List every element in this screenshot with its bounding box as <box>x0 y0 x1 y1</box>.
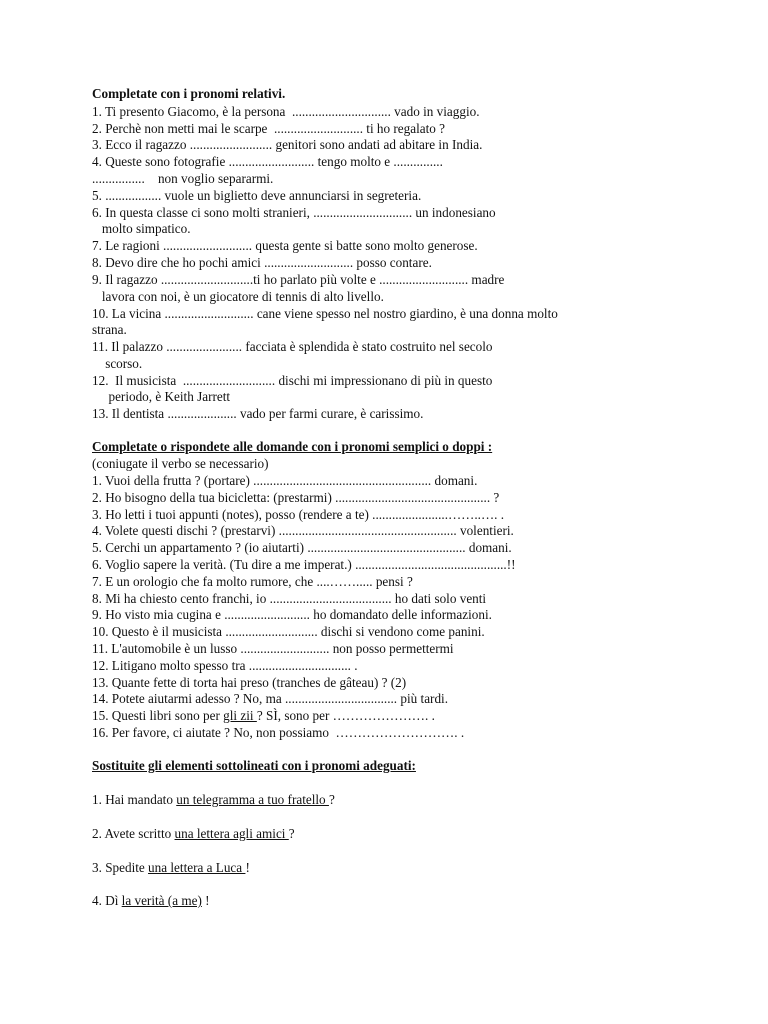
underlined-phrase: gli zii <box>223 708 257 723</box>
exercise-line: 13. Quante fette di torta hai preso (tranches de gâteau) ? (2) <box>92 675 407 690</box>
section1-title: Completate con i pronomi relativi. <box>92 86 286 101</box>
exercise-line: 1. Vuoi della frutta ? (portare) ...................................................... domani. <box>92 473 478 488</box>
exercise-line: 9. Il ragazzo ............................ti ho parlato più volte e ........................... madre <box>92 272 505 287</box>
line-text: ? <box>328 792 335 807</box>
exercise-line: 12. Il musicista ............................ dischi mi impressionano di più in questo <box>92 373 493 388</box>
exercise-line: 6. Voglio sapere la verità. (Tu dire a me imperat.) ..............................................!! <box>92 557 516 572</box>
exercise-line: 7. Le ragioni ........................... questa gente si batte sono molto generose. <box>92 238 478 253</box>
line-text: 2. Avete scritto <box>92 826 175 841</box>
exercise-line: 9. Ho visto mia cugina e .......................... ho domandato delle informazioni. <box>92 607 492 622</box>
exercise-line: 11. L'automobile è un lusso ........................... non posso permettermi <box>92 641 454 656</box>
underlined-phrase: la verità (a me) <box>121 893 202 908</box>
exercise-line: 4. Volete questi dischi ? (prestarvi) ...................................................... volentieri. <box>92 523 514 538</box>
exercise-line: 7. E un orologio che fa molto rumore, che ....……..... pensi ? <box>92 574 413 589</box>
exercise-line: 8. Mi ha chiesto cento franchi, io ..................................... ho dati solo venti <box>92 591 487 606</box>
line-text: 15. Questi libri sono per <box>92 708 224 723</box>
line-text: 3. Spedite <box>92 860 149 875</box>
line-text: 1. Hai mandato <box>92 792 177 807</box>
exercise-line: 3. Ho letti i tuoi appunti (notes), posso (rendere a te) .......................……..…. . <box>92 507 505 522</box>
exercise-line: 5. ................. vuole un biglietto deve annunciarsi in segreteria. <box>92 188 422 203</box>
line-text: ? <box>288 826 295 841</box>
exercise-line: 3. Ecco il ragazzo ......................... genitori sono andati ad abitare in India. <box>92 137 483 152</box>
exercise-line: 11. Il palazzo ....................... facciata è splendida è stato costruito nel secolo <box>92 339 493 354</box>
exercise-line: 4. Queste sono fotografie .......................... tengo molto e ............... <box>92 154 443 169</box>
exercise-line: 6. In questa classe ci sono molti stranieri, .............................. un indonesiano <box>92 205 496 220</box>
exercise-line: 8. Devo dire che ho pochi amici ........................... posso contare. <box>92 255 432 270</box>
exercise-line <box>92 826 748 842</box>
exercise-line: 1. Ti presento Giacomo, è la persona .............................. vado in viaggio. <box>92 104 480 119</box>
exercise-line: scorso. <box>92 356 143 371</box>
exercise-line: ................ non voglio separarmi. <box>92 171 274 186</box>
exercise-line: 14. Potete aiutarmi adesso ? No, ma .................................. più tardi. <box>92 691 449 706</box>
line-text: ! <box>245 860 250 875</box>
exercise-line: 2. Perchè non metti mai le scarpe ........................... ti ho regalato ? <box>92 121 446 136</box>
exercise-line: strana. <box>92 322 127 337</box>
exercise-line <box>92 708 748 724</box>
underlined-phrase: una lettera agli amici <box>174 826 289 841</box>
exercise-line: molto simpatico. <box>92 221 191 236</box>
line-text: 4. Dì <box>92 893 122 908</box>
section2-subtitle: (coniugate il verbo se necessario) <box>92 456 269 471</box>
exercise-line: 13. Il dentista ..................... vado per farmi curare, è carissimo. <box>92 406 424 421</box>
exercise-line: 10. La vicina ........................... cane viene spesso nel nostro giardino, è una donna molto <box>92 306 558 321</box>
exercise-line: 10. Questo è il musicista ............................ dischi si vendono come panini. <box>92 624 485 639</box>
exercise-line: 5. Cerchi un appartamento ? (io aiutarti) ................................................ domani. <box>92 540 512 555</box>
exercise-line: 12. Litigano molto spesso tra ............................... . <box>92 658 358 673</box>
exercise-line: 2. Ho bisogno della tua bicicletta: (prestarmi) ............................................... ? <box>92 490 500 505</box>
section2-title: Completate o rispondete alle domande con i pronomi semplici o doppi : <box>92 439 493 454</box>
exercise-line <box>92 893 748 909</box>
underlined-phrase: una lettera a Luca <box>148 860 246 875</box>
line-text: ? SÌ, sono per …………………. . <box>256 708 435 723</box>
section3-title: Sostituite gli elementi sottolineati con i pronomi adeguati: <box>92 758 416 773</box>
exercise-line <box>92 792 748 808</box>
exercise-line <box>92 860 748 876</box>
exercise-line: 16. Per favore, ci aiutate ? No, non possiamo ………………………. . <box>92 725 465 740</box>
line-text: ! <box>201 893 210 908</box>
exercise-line: periodo, è Keith Jarrett <box>92 389 231 404</box>
underlined-phrase: un telegramma a tuo fratello <box>176 792 329 807</box>
exercise-line: lavora con noi, è un giocatore di tennis di alto livello. <box>92 289 384 304</box>
